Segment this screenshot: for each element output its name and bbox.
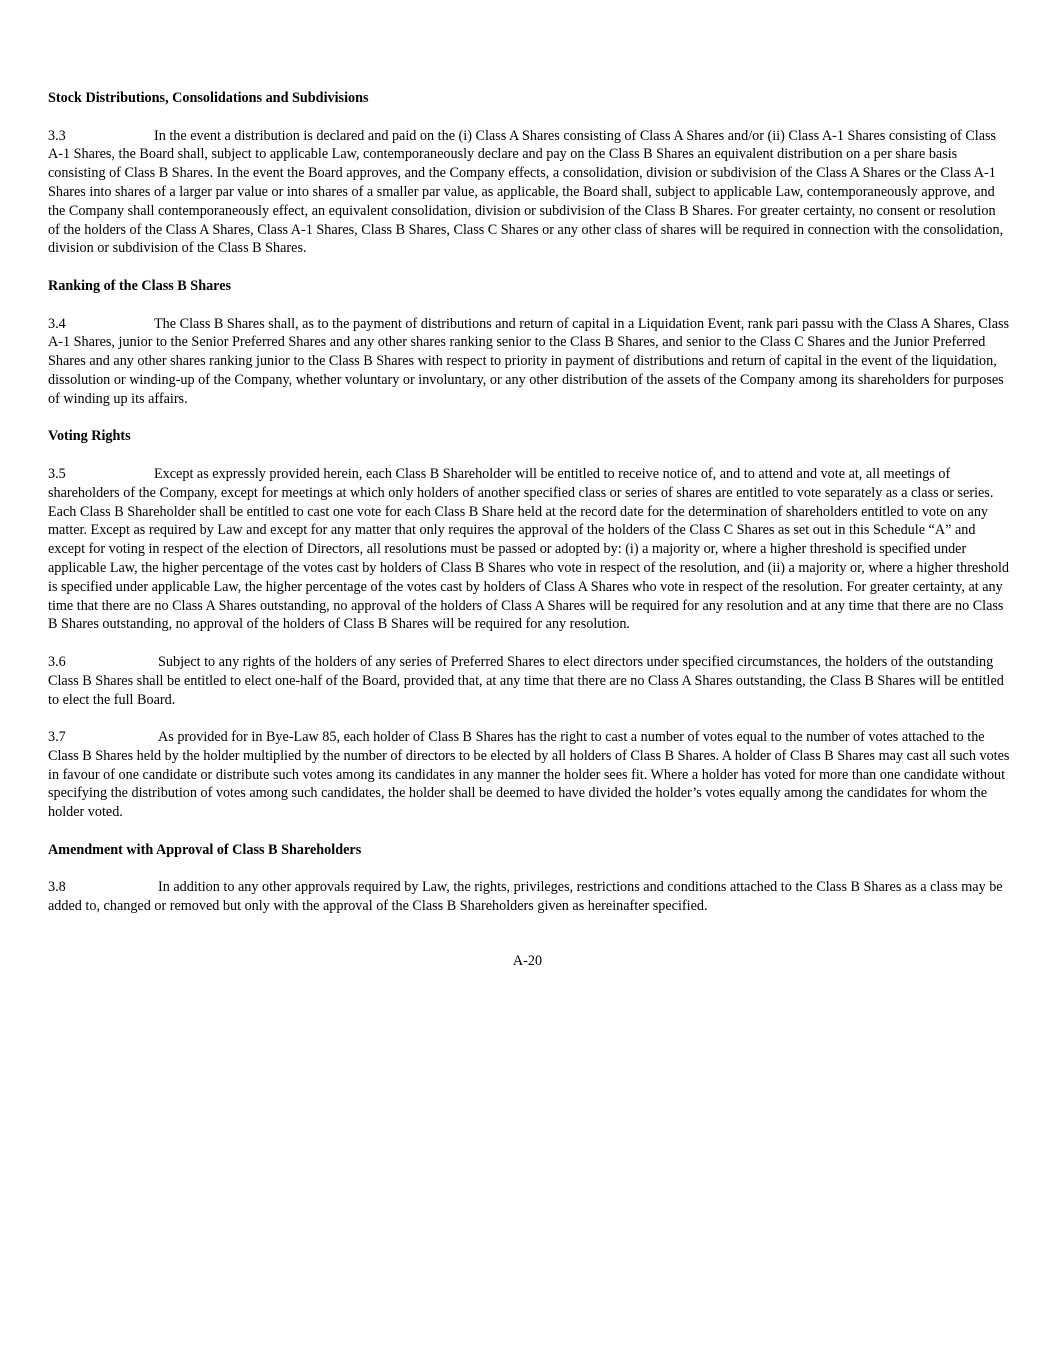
paragraph-3-7 <box>48 728 1010 822</box>
paragraph-3-3 <box>48 127 1010 259</box>
paragraph-text: The Class B Shares shall, as to the payment of distributions and return of capital in a Liquidation Event, rank pari passu with the Class A Shares, Class A-1 Shares, junior to the Senior Preferred Shares and any other shares ranking senior to the Class B Shares, and senior to the Class C Shares and the Junior Preferred Shares and any other shares ranking junior to the Class B Shares with respect to priority in payment of distributions and return of capital in the event of the liquidation, dissolution or winding-up of the Company, whether voluntary or involuntary, or any other distribution of the assets of the Company among its shareholders for purposes of winding up its affairs. <box>48 315 1010 407</box>
paragraph-number: 3.4 <box>48 315 66 332</box>
paragraph-3-6 <box>48 653 1010 709</box>
paragraph-text: In the event a distribution is declared and paid on the (i) Class A Shares consisting of Class A Shares and/or (ii) Class A-1 Shares consisting of Class A-1 Shares, the Board shall, subject to applicable Law, contemporaneously declare and pay on the Class B Shares an equivalent distribution on a per share basis consisting of Class B Shares. In the event the Board approves, and the Company effects, a consolidation, division or subdivision of the Class A Shares or the Class A-1 Shares into shares of a larger par value or into shares of a smaller par value, as applicable, the Board shall, subject to applicable Law, contemporaneously approve, and the Company shall contemporaneously effect, an equivalent consolidation, division or subdivision of the Class B Shares. For greater certainty, no consent or resolution of the holders of the Class A Shares, Class A-1 Shares, Class B Shares, Class C Shares or any other class of shares will be required in connection with the consolidation, division or subdivision of the Class B Shares. <box>48 127 1004 257</box>
paragraph-text: Subject to any rights of the holders of any series of Preferred Shares to elect directors under specified circumstances, the holders of the outstanding Class B Shares shall be entitled to elect one-half of the Board, provided that, at any time that there are no Class A Shares outstanding, the Class B Shares will be entitled to elect the full Board. <box>48 653 1004 708</box>
paragraph-number: 3.8 <box>48 879 66 896</box>
paragraph-text: In addition to any other approvals required by Law, the rights, privileges, restrictions and conditions attached to the Class B Shares as a class may be added to, changed or removed but only with the approval of the Class B Shareholders given as hereinafter specified. <box>48 879 1003 915</box>
paragraph-text: As provided for in Bye-Law 85, each holder of Class B Shares has the right to cast a number of votes equal to the number of votes attached to the Class B Shares held by the holder multiplied by the number of directors to be elected by all holders of Class B Shares. A holder of Class B Shares may cast all such votes in favour of one candidate or distribute such votes among its candidates in any manner the holder sees fit. Where a holder has voted for more than one candidate without specifying the distribution of votes among such candidates, the holder shall be deemed to have divided the holder’s votes equally among the candidates for whom the holder voted. <box>48 729 1010 821</box>
document-page <box>48 89 1010 935</box>
page-number: A-20 <box>512 953 543 969</box>
paragraph-number: 3.5 <box>48 465 66 482</box>
paragraph-number: 3.3 <box>48 127 66 144</box>
paragraph-number: 3.7 <box>48 729 66 746</box>
paragraph-number: 3.6 <box>48 653 66 670</box>
paragraph-3-8 <box>48 878 1010 916</box>
section-heading: Amendment with Approval of Class B Shareholders <box>48 841 362 858</box>
section-heading: Voting Rights <box>48 428 131 445</box>
paragraph-3-4 <box>48 315 1010 409</box>
paragraph-text: Except as expressly provided herein, each Class B Shareholder will be entitled to receive notice of, and to attend and vote at, all meetings of shareholders of the Company, except for meetings at which only holders of another specified class or series of shares are entitled to vote separately as a class or series. Each Class B Shareholder shall be entitled to cast one vote for each Class B Share held at the record date for the determination of shareholders entitled to vote on any matter. Except as required by Law and except for any matter that only requires the approval of the holders of the Class C Shares as set out in this Schedule “A” and except for voting in respect of the election of Directors, all resolutions must be passed or adopted by: (i) a majority or, where a higher threshold is specified under applicable Law, the higher percentage of the votes cast by holders of Class B Shares who vote in respect of the resolution, and (ii) a majority or, where a higher threshold is specified under applicable Law, the higher percentage of the votes cast by holders of Class A Shares who vote in respect of the resolution. For greater certainty, at any time that there are no Class A Shares outstanding, no approval of the holders of Class A Shares will be required for any resolution and at any time that there are no Class B Shares outstanding, no approval of the holders of Class B Shares will be required for any resolution. <box>48 465 1009 633</box>
section-heading: Ranking of the Class B Shares <box>48 277 232 294</box>
paragraph-3-5 <box>48 465 1010 634</box>
section-heading: Stock Distributions, Consolidations and Subdivisions <box>48 90 369 106</box>
